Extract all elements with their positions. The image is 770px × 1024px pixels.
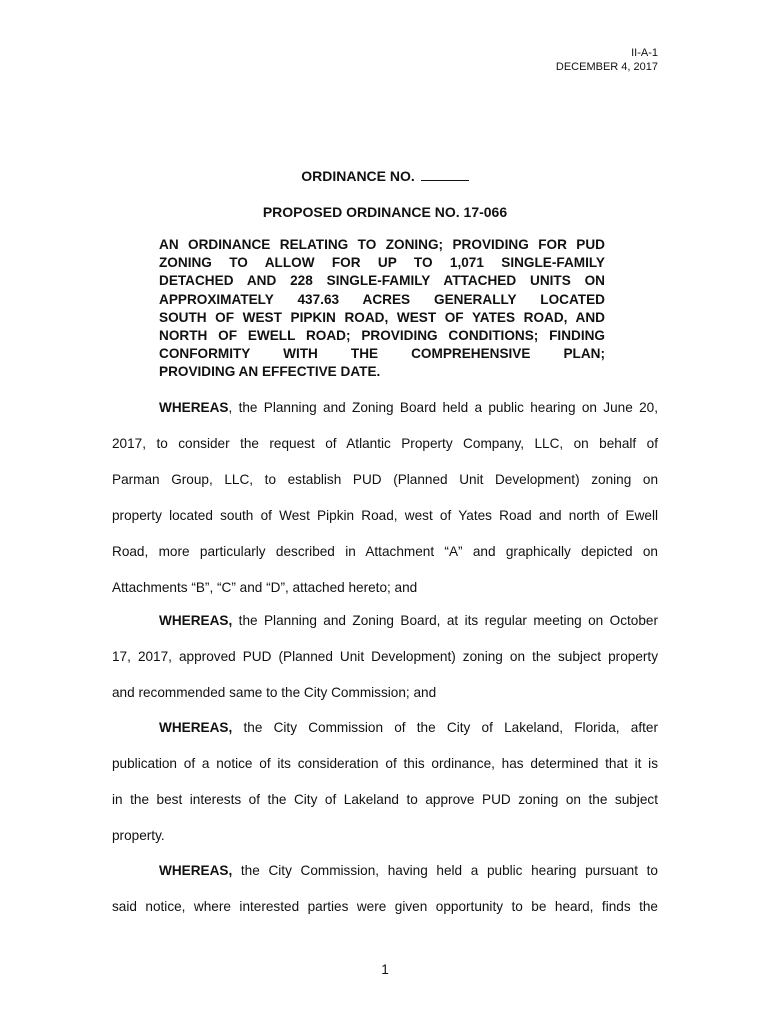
summary-line: DETACHED AND 228 SINGLE-FAMILY ATTACHED UNITS ON: [159, 273, 605, 289]
whereas-paragraph-4: [112, 853, 658, 925]
paragraph-text: the Planning and Zoning Board, at its regular meeting on October: [232, 613, 658, 628]
paragraph-line: Parman Group, LLC, to establish PUD (Planned Unit Development) zoning on: [112, 472, 658, 487]
paragraph-line: 2017, to consider the request of Atlantic Property Company, LLC, on behalf of: [112, 436, 658, 451]
whereas-keyword: WHEREAS: [159, 400, 229, 415]
paragraph-text: the City Commission, having held a public hearing pursuant to: [232, 863, 658, 878]
document-header: [556, 46, 658, 74]
paragraph-line: [112, 390, 658, 426]
paragraph-line: property.: [112, 828, 165, 843]
paragraph-line: property located south of West Pipkin Road, west of Yates Road and north of Ewell: [112, 508, 658, 523]
paragraph-line: said notice, where interested parties were given opportunity to be heard, finds the: [112, 899, 658, 914]
whereas-keyword: WHEREAS,: [159, 613, 233, 628]
summary-line: NORTH OF EWELL ROAD; PROVIDING CONDITIONS; FINDING: [159, 328, 605, 344]
paragraph-line: [112, 710, 658, 746]
whereas-keyword: WHEREAS,: [159, 863, 233, 878]
paragraph-text: the City Commission of the City of Lakeland, Florida, after: [232, 720, 658, 735]
paragraph-line: Attachments “B”, “C” and “D”, attached hereto; and: [112, 580, 418, 595]
paragraph-line: [112, 853, 658, 889]
ordinance-number-blank: [421, 168, 469, 181]
summary-line: CONFORMITY WITH THE COMPREHENSIVE PLAN;: [159, 346, 605, 362]
paragraph-text: , the Planning and Zoning Board held a public hearing on June 20,: [228, 400, 658, 415]
page-code: II-A-1: [631, 47, 658, 59]
summary-line: PROVIDING AN EFFECTIVE DATE.: [159, 364, 381, 380]
summary-line: SOUTH OF WEST PIPKIN ROAD, WEST OF YATES ROAD, AND: [159, 309, 605, 325]
ordinance-number-title: [0, 168, 770, 184]
summary-line: AN ORDINANCE RELATING TO ZONING; PROVIDING FOR PUD: [159, 237, 605, 252]
paragraph-line: Road, more particularly described in Attachment “A” and graphically depicted on: [112, 544, 658, 559]
document-date: DECEMBER 4, 2017: [555, 61, 658, 73]
whereas-keyword: WHEREAS,: [159, 720, 233, 735]
page-number: 1: [381, 962, 389, 977]
proposed-ordinance-title: PROPOSED ORDINANCE NO. 17-066: [262, 204, 508, 220]
summary-line: APPROXIMATELY 437.63 ACRES GENERALLY LOCATED: [159, 291, 605, 307]
whereas-paragraph-3: [112, 710, 658, 854]
ordinance-summary: [159, 236, 605, 382]
whereas-paragraph-1: [112, 390, 658, 606]
paragraph-line: [112, 603, 658, 639]
whereas-paragraph-2: [112, 603, 658, 711]
summary-line: ZONING TO ALLOW FOR UP TO 1,071 SINGLE-FAMILY: [159, 255, 605, 271]
paragraph-line: in the best interests of the City of Lakeland to approve PUD zoning on the subject: [112, 792, 658, 807]
paragraph-line: 17, 2017, approved PUD (Planned Unit Development) zoning on the subject property: [112, 649, 658, 664]
ordinance-number-label: ORDINANCE NO.: [301, 168, 415, 184]
paragraph-line: publication of a notice of its consideration of this ordinance, has determined that it is: [112, 756, 658, 771]
paragraph-line: and recommended same to the City Commission; and: [112, 685, 437, 700]
